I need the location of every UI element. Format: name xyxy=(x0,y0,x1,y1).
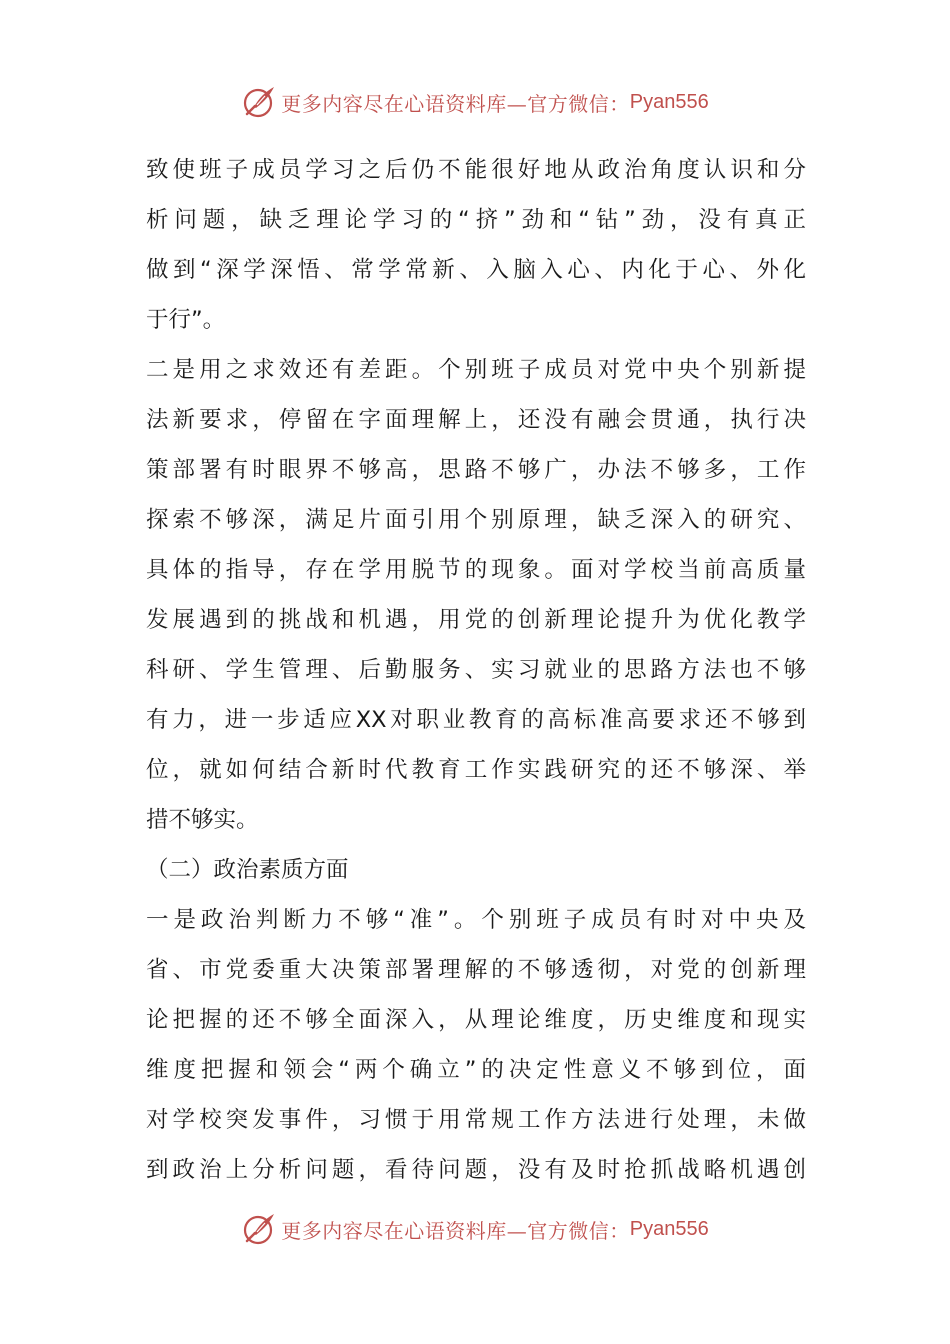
text-line: 位，就如何结合新时代教育工作实践研究的还不够深、举 xyxy=(146,757,806,783)
text-line: 法新要求，停留在字面理解上，还没有融会贯通，执行决 xyxy=(146,407,806,433)
text-line: 探索不够深，满足片面引用个别原理，缺乏深入的研究、 xyxy=(146,507,806,533)
text-line: 析问题，缺乏理论学习的“挤”劲和“钻”劲，没有真正 xyxy=(146,207,806,233)
text-line: 维度把握和领会“两个确立”的决定性意义不够到位，面 xyxy=(146,1057,806,1083)
text-line: 论把握的还不够全面深入，从理论维度，历史维度和现实 xyxy=(146,1007,806,1033)
banner-text: 更多内容尽在心语资料库—官方微信： xyxy=(281,1218,630,1243)
banner-wechat-id: Pyan556 xyxy=(629,90,709,113)
text-line: 有力，进一步适应XX对职业教育的高标准高要求还不够到 xyxy=(146,707,806,733)
text-line: 对学校突发事件，习惯于用常规工作方法进行处理，未做 xyxy=(146,1107,806,1133)
footer-watermark-banner xyxy=(0,1209,950,1249)
text-line: 于行”。 xyxy=(146,307,226,333)
text-line: 到政治上分析问题，看待问题，没有及时抢抓战略机遇创 xyxy=(146,1157,806,1183)
text-line: 策部署有时眼界不够高，思路不够广，办法不够多，工作 xyxy=(146,457,806,483)
quill-logo-icon xyxy=(241,1211,277,1247)
text-line: （二）政治素质方面 xyxy=(146,857,349,883)
text-line: 具体的指导，存在学用脱节的现象。面对学校当前高质量 xyxy=(146,557,806,583)
banner-wechat-id: Pyan556 xyxy=(629,1217,709,1240)
text-line: 二是用之求效还有差距。个别班子成员对党中央个别新提 xyxy=(146,357,806,383)
text-line: 发展遇到的挑战和机遇，用党的创新理论提升为优化教学 xyxy=(146,607,806,633)
text-line: 做到“深学深悟、常学常新、入脑入心、内化于心、外化 xyxy=(146,257,806,283)
text-line: 一是政治判断力不够“准”。个别班子成员有时对中央及 xyxy=(146,907,806,933)
header-watermark-banner xyxy=(0,82,950,122)
text-line: 科研、学生管理、后勤服务、实习就业的思路方法也不够 xyxy=(146,657,806,683)
text-line: 省、市党委重大决策部署理解的不够透彻，对党的创新理 xyxy=(146,957,806,983)
text-line: 措不够实。 xyxy=(146,807,259,833)
quill-logo-icon xyxy=(241,84,277,120)
document-body xyxy=(146,145,806,1195)
text-line: 致使班子成员学习之后仍不能很好地从政治角度认识和分 xyxy=(146,157,806,183)
banner-text: 更多内容尽在心语资料库—官方微信： xyxy=(281,91,630,116)
